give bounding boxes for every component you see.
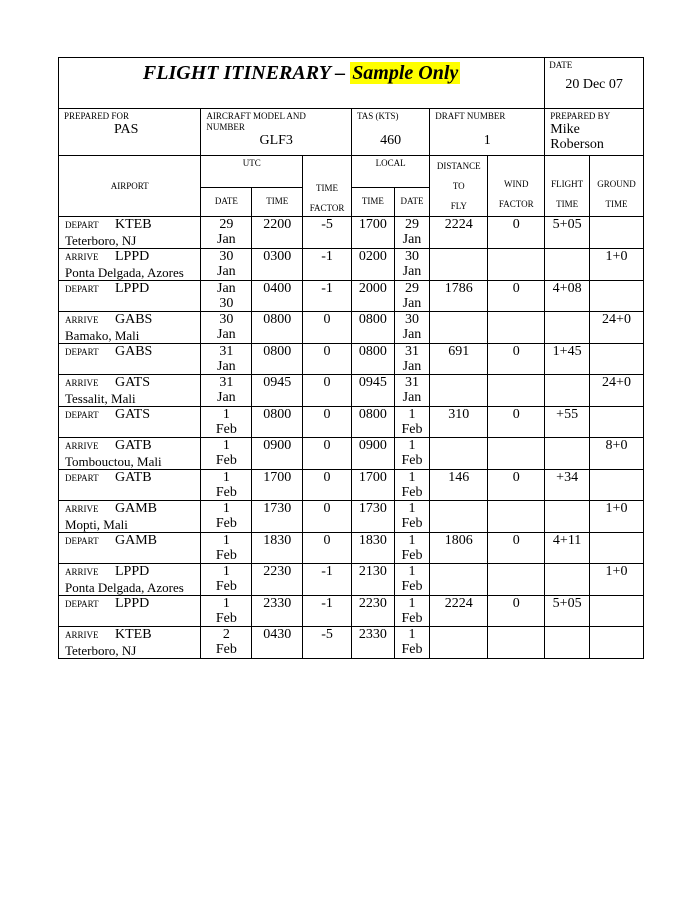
cell-local-time: 1730 <box>351 501 394 533</box>
utc-day: 1 <box>222 533 230 548</box>
cell-distance <box>430 249 488 281</box>
cell-time-factor: -1 <box>303 564 352 596</box>
itinerary-row <box>59 312 644 344</box>
itinerary-row <box>59 344 644 375</box>
cell-time-factor: 0 <box>303 533 352 564</box>
leg-type: ARRIVE <box>65 504 99 514</box>
local-day: 31 <box>404 375 419 390</box>
cell-local-date <box>394 438 430 470</box>
cell-flight-time <box>545 438 590 470</box>
cell-utc-time: 0900 <box>252 438 303 470</box>
airport-city: Mopti, Mali <box>65 517 128 532</box>
cell-airport <box>59 217 201 249</box>
page-title: FLIGHT ITINERARY – Sample Only <box>142 62 459 84</box>
draft-value: 1 <box>483 133 491 148</box>
cell-distance: 310 <box>430 407 488 438</box>
local-month: Jan <box>402 296 422 311</box>
cell-wind-factor <box>488 438 545 470</box>
cell-time-factor: -1 <box>303 596 352 627</box>
prepared-by-line-1: Mike <box>550 122 580 137</box>
cell-local-time: 2130 <box>351 564 394 596</box>
cell-time-factor: -1 <box>303 249 352 281</box>
cell-local-time: 1700 <box>351 217 394 249</box>
cell-local-time: 0900 <box>351 438 394 470</box>
utc-month: Feb <box>215 579 237 594</box>
airport-code: LPPD <box>115 249 150 264</box>
title-highlight: Sample Only <box>352 62 459 84</box>
cell-local-date <box>394 627 430 659</box>
cell-utc-date <box>201 627 252 659</box>
leg-type: DEPART <box>65 220 99 230</box>
local-month: Feb <box>401 642 423 657</box>
tas-value: 460 <box>380 133 402 148</box>
cell-utc-time: 0800 <box>252 344 303 375</box>
airport-code: LPPD <box>115 564 150 579</box>
cell-wind-factor <box>488 501 545 533</box>
utc-month: Feb <box>215 453 237 468</box>
date-value: 20 Dec 07 <box>565 77 623 92</box>
airport-code: GATS <box>115 407 151 422</box>
tas-cell <box>351 109 429 156</box>
utc-day: 31 <box>219 375 234 390</box>
airport-code: GABS <box>115 344 153 359</box>
cell-distance: 2224 <box>430 596 488 627</box>
cell-ground-time: 24+0 <box>590 375 644 407</box>
col-time-factor: TIME FACTOR <box>303 156 352 217</box>
cell-utc-date <box>201 217 252 249</box>
col-flight-time: FLIGHT TIME <box>545 156 590 217</box>
cell-flight-time: 1+45 <box>545 344 590 375</box>
leg-type: DEPART <box>65 410 99 420</box>
local-month: Feb <box>401 579 423 594</box>
cell-distance <box>430 312 488 344</box>
utc-month: Jan <box>217 264 236 279</box>
col-wind: WIND FACTOR <box>488 156 545 217</box>
utc-month: Jan <box>217 359 236 374</box>
airport-code: KTEB <box>115 217 152 232</box>
itinerary-row <box>59 501 644 533</box>
cell-ground-time: 8+0 <box>590 438 644 470</box>
utc-day: 30 <box>219 312 234 327</box>
utc-day: 1 <box>222 564 230 579</box>
itinerary-row <box>59 596 644 627</box>
cell-local-date <box>394 249 430 281</box>
draft-label: DRAFT NUMBER <box>435 111 506 121</box>
cell-time-factor: -5 <box>303 627 352 659</box>
cell-ground-time <box>590 281 644 312</box>
cell-distance: 146 <box>430 470 488 501</box>
cell-distance <box>430 375 488 407</box>
cell-airport <box>59 438 201 470</box>
cell-utc-date <box>201 375 252 407</box>
utc-day: 1 <box>222 438 230 453</box>
airport-city: Tessalit, Mali <box>65 391 136 406</box>
cell-airport <box>59 564 201 596</box>
cell-utc-time: 0430 <box>252 627 303 659</box>
local-day: 29 <box>404 217 419 232</box>
cell-ground-time <box>590 344 644 375</box>
cell-time-factor: 0 <box>303 344 352 375</box>
local-day: 1 <box>408 596 416 611</box>
utc-day: 1 <box>222 407 230 422</box>
cell-local-time: 2330 <box>351 627 394 659</box>
local-day: 1 <box>408 627 416 642</box>
leg-type: DEPART <box>65 536 99 546</box>
cell-distance: 691 <box>430 344 488 375</box>
cell-flight-time: 5+05 <box>545 217 590 249</box>
utc-day: 29 <box>219 217 234 232</box>
cell-utc-time: 2230 <box>252 564 303 596</box>
cell-utc-date <box>201 344 252 375</box>
local-month: Jan <box>402 232 422 247</box>
cell-local-time: 0800 <box>351 344 394 375</box>
cell-wind-factor <box>488 249 545 281</box>
prepared-for-cell <box>59 109 201 156</box>
itinerary-row <box>59 249 644 281</box>
itinerary-table <box>58 57 644 659</box>
utc-month: 30 <box>219 296 234 311</box>
itinerary-row <box>59 438 644 470</box>
itinerary-row <box>59 281 644 312</box>
local-month: Feb <box>401 485 423 500</box>
cell-local-time: 0800 <box>351 312 394 344</box>
airport-code: GABS <box>115 312 153 327</box>
prepared-by-line-2: Roberson <box>550 137 604 152</box>
local-day: 1 <box>408 564 416 579</box>
cell-ground-time: 24+0 <box>590 312 644 344</box>
cell-airport <box>59 501 201 533</box>
utc-day: Jan <box>217 281 236 296</box>
cell-local-time: 2230 <box>351 596 394 627</box>
cell-utc-time: 1830 <box>252 533 303 564</box>
leg-type: DEPART <box>65 284 99 294</box>
cell-airport <box>59 281 201 312</box>
cell-distance: 2224 <box>430 217 488 249</box>
col-utc: UTC <box>201 156 303 188</box>
cell-time-factor: 0 <box>303 501 352 533</box>
col-local-time: TIME <box>351 187 394 216</box>
cell-time-factor: 0 <box>303 312 352 344</box>
cell-airport <box>59 375 201 407</box>
airport-code: GAMB <box>115 533 158 548</box>
cell-utc-date <box>201 281 252 312</box>
aircraft-cell <box>201 109 352 156</box>
cell-wind-factor: 0 <box>488 407 545 438</box>
cell-local-date <box>394 407 430 438</box>
airport-city: Ponta Delgada, Azores <box>65 265 184 280</box>
airport-city: Ponta Delgada, Azores <box>65 580 184 595</box>
cell-local-date <box>394 375 430 407</box>
airport-code: GATS <box>115 375 151 390</box>
column-header-row <box>59 156 644 188</box>
cell-time-factor: 0 <box>303 470 352 501</box>
cell-utc-time: 2330 <box>252 596 303 627</box>
cell-utc-date <box>201 564 252 596</box>
airport-city: Teterboro, NJ <box>65 643 137 658</box>
local-day: 29 <box>404 281 419 296</box>
cell-time-factor: 0 <box>303 375 352 407</box>
cell-local-date <box>394 564 430 596</box>
cell-wind-factor: 0 <box>488 596 545 627</box>
date-cell <box>545 58 644 109</box>
leg-type: ARRIVE <box>65 441 99 451</box>
utc-day: 30 <box>219 249 234 264</box>
cell-local-date <box>394 533 430 564</box>
tas-label: TAS (KTS) <box>356 111 399 121</box>
cell-ground-time <box>590 217 644 249</box>
local-month: Feb <box>401 611 423 626</box>
cell-utc-time: 0800 <box>252 312 303 344</box>
itinerary-row <box>59 407 644 438</box>
cell-local-date <box>394 217 430 249</box>
local-day: 31 <box>404 344 419 359</box>
airport-code: LPPD <box>115 596 150 611</box>
utc-day: 2 <box>222 627 230 642</box>
local-month: Jan <box>402 359 422 374</box>
cell-distance <box>430 564 488 596</box>
cell-utc-time: 2200 <box>252 217 303 249</box>
cell-flight-time: +55 <box>545 407 590 438</box>
cell-wind-factor: 0 <box>488 217 545 249</box>
cell-time-factor: -5 <box>303 217 352 249</box>
leg-type: DEPART <box>65 347 99 357</box>
cell-ground-time <box>590 407 644 438</box>
cell-local-date <box>394 344 430 375</box>
leg-type: DEPART <box>65 599 99 609</box>
leg-type: ARRIVE <box>65 252 99 262</box>
cell-utc-time: 0800 <box>252 407 303 438</box>
cell-wind-factor <box>488 375 545 407</box>
cell-wind-factor <box>488 312 545 344</box>
cell-ground-time: 1+0 <box>590 249 644 281</box>
cell-airport <box>59 344 201 375</box>
airport-city: Teterboro, NJ <box>65 233 137 248</box>
col-utc-date: DATE <box>201 187 252 216</box>
cell-airport <box>59 627 201 659</box>
cell-utc-time: 0400 <box>252 281 303 312</box>
cell-wind-factor: 0 <box>488 470 545 501</box>
cell-distance <box>430 627 488 659</box>
cell-wind-factor <box>488 627 545 659</box>
prepared-by-label: PREPARED BY <box>550 111 611 121</box>
utc-month: Feb <box>215 611 237 626</box>
draft-cell <box>430 109 545 156</box>
cell-distance <box>430 501 488 533</box>
cell-local-date <box>394 281 430 312</box>
col-distance: DISTANCE TO FLY <box>430 156 488 217</box>
itinerary-row <box>59 217 644 249</box>
cell-airport <box>59 596 201 627</box>
aircraft-value: GLF3 <box>259 133 293 148</box>
local-day: 30 <box>404 249 419 264</box>
utc-day: 1 <box>222 596 230 611</box>
cell-local-time: 2000 <box>351 281 394 312</box>
airport-code: LPPD <box>115 281 150 296</box>
cell-airport <box>59 533 201 564</box>
cell-distance: 1806 <box>430 533 488 564</box>
cell-ground-time <box>590 627 644 659</box>
cell-wind-factor: 0 <box>488 344 545 375</box>
cell-ground-time <box>590 470 644 501</box>
cell-ground-time: 1+0 <box>590 501 644 533</box>
leg-type: DEPART <box>65 473 99 483</box>
cell-time-factor: 0 <box>303 438 352 470</box>
airport-code: KTEB <box>115 627 152 642</box>
info-row <box>59 109 644 156</box>
utc-month: Feb <box>215 642 237 657</box>
utc-month: Jan <box>217 232 236 247</box>
local-month: Jan <box>402 264 422 279</box>
col-ground-time: GROUND TIME <box>590 156 644 217</box>
cell-utc-time: 1700 <box>252 470 303 501</box>
utc-day: 1 <box>222 470 230 485</box>
airport-city: Tombouctou, Mali <box>65 454 162 469</box>
itinerary-row <box>59 564 644 596</box>
cell-flight-time <box>545 501 590 533</box>
local-day: 30 <box>404 312 419 327</box>
date-label: DATE <box>549 60 573 70</box>
local-day: 1 <box>408 470 416 485</box>
title-row <box>59 58 644 109</box>
local-month: Feb <box>401 548 423 563</box>
airport-city: Bamako, Mali <box>65 328 140 343</box>
aircraft-label: AIRCRAFT MODEL AND NUMBER <box>206 111 306 132</box>
cell-utc-date <box>201 501 252 533</box>
utc-day: 31 <box>219 344 234 359</box>
cell-utc-time: 0945 <box>252 375 303 407</box>
col-local: LOCAL <box>351 156 429 188</box>
cell-utc-date <box>201 533 252 564</box>
cell-local-date <box>394 501 430 533</box>
cell-flight-time <box>545 249 590 281</box>
col-local-date: DATE <box>394 187 430 216</box>
utc-month: Feb <box>215 516 237 531</box>
utc-month: Feb <box>215 485 237 500</box>
cell-flight-time <box>545 312 590 344</box>
local-day: 1 <box>408 533 416 548</box>
cell-flight-time: 4+11 <box>545 533 590 564</box>
cell-utc-date <box>201 407 252 438</box>
itinerary-row <box>59 533 644 564</box>
cell-local-time: 0200 <box>351 249 394 281</box>
col-utc-time: TIME <box>252 187 303 216</box>
col-airport: AIRPORT <box>59 156 201 217</box>
cell-utc-time: 1730 <box>252 501 303 533</box>
prepared-for-label: PREPARED FOR <box>64 111 129 121</box>
local-month: Feb <box>401 422 423 437</box>
leg-type: ARRIVE <box>65 315 99 325</box>
cell-local-time: 1700 <box>351 470 394 501</box>
utc-month: Feb <box>215 548 237 563</box>
local-month: Jan <box>402 390 422 405</box>
cell-utc-date <box>201 596 252 627</box>
cell-local-time: 0945 <box>351 375 394 407</box>
cell-airport <box>59 249 201 281</box>
cell-ground-time <box>590 533 644 564</box>
local-day: 1 <box>408 407 416 422</box>
leg-type: ARRIVE <box>65 567 99 577</box>
cell-distance: 1786 <box>430 281 488 312</box>
cell-wind-factor: 0 <box>488 281 545 312</box>
cell-local-date <box>394 312 430 344</box>
cell-time-factor: 0 <box>303 407 352 438</box>
cell-flight-time: +34 <box>545 470 590 501</box>
title-cell <box>59 58 545 109</box>
itinerary-row <box>59 627 644 659</box>
cell-airport <box>59 470 201 501</box>
prepared-for-value: PAS <box>114 122 139 137</box>
local-day: 1 <box>408 501 416 516</box>
cell-ground-time: 1+0 <box>590 564 644 596</box>
cell-local-time: 1830 <box>351 533 394 564</box>
airport-code: GATB <box>115 470 152 485</box>
cell-local-time: 0800 <box>351 407 394 438</box>
cell-utc-date <box>201 312 252 344</box>
airport-code: GATB <box>115 438 152 453</box>
leg-type: ARRIVE <box>65 378 99 388</box>
cell-wind-factor <box>488 564 545 596</box>
cell-flight-time <box>545 627 590 659</box>
cell-local-date <box>394 470 430 501</box>
prepared-by-cell <box>545 109 644 156</box>
cell-airport <box>59 407 201 438</box>
local-day: 1 <box>408 438 416 453</box>
itinerary-row <box>59 375 644 407</box>
cell-flight-time: 4+08 <box>545 281 590 312</box>
cell-utc-date <box>201 249 252 281</box>
utc-month: Jan <box>217 327 236 342</box>
utc-month: Jan <box>217 390 236 405</box>
local-month: Jan <box>402 327 422 342</box>
cell-flight-time: 5+05 <box>545 596 590 627</box>
cell-flight-time <box>545 564 590 596</box>
cell-time-factor: -1 <box>303 281 352 312</box>
cell-airport <box>59 312 201 344</box>
cell-wind-factor: 0 <box>488 533 545 564</box>
leg-type: ARRIVE <box>65 630 99 640</box>
cell-local-date <box>394 596 430 627</box>
local-month: Feb <box>401 453 423 468</box>
cell-utc-date <box>201 470 252 501</box>
cell-distance <box>430 438 488 470</box>
cell-utc-time: 0300 <box>252 249 303 281</box>
utc-month: Feb <box>215 422 237 437</box>
cell-ground-time <box>590 596 644 627</box>
cell-utc-date <box>201 438 252 470</box>
airport-code: GAMB <box>115 501 158 516</box>
cell-flight-time <box>545 375 590 407</box>
utc-day: 1 <box>222 501 230 516</box>
itinerary-row <box>59 470 644 501</box>
local-month: Feb <box>401 516 423 531</box>
